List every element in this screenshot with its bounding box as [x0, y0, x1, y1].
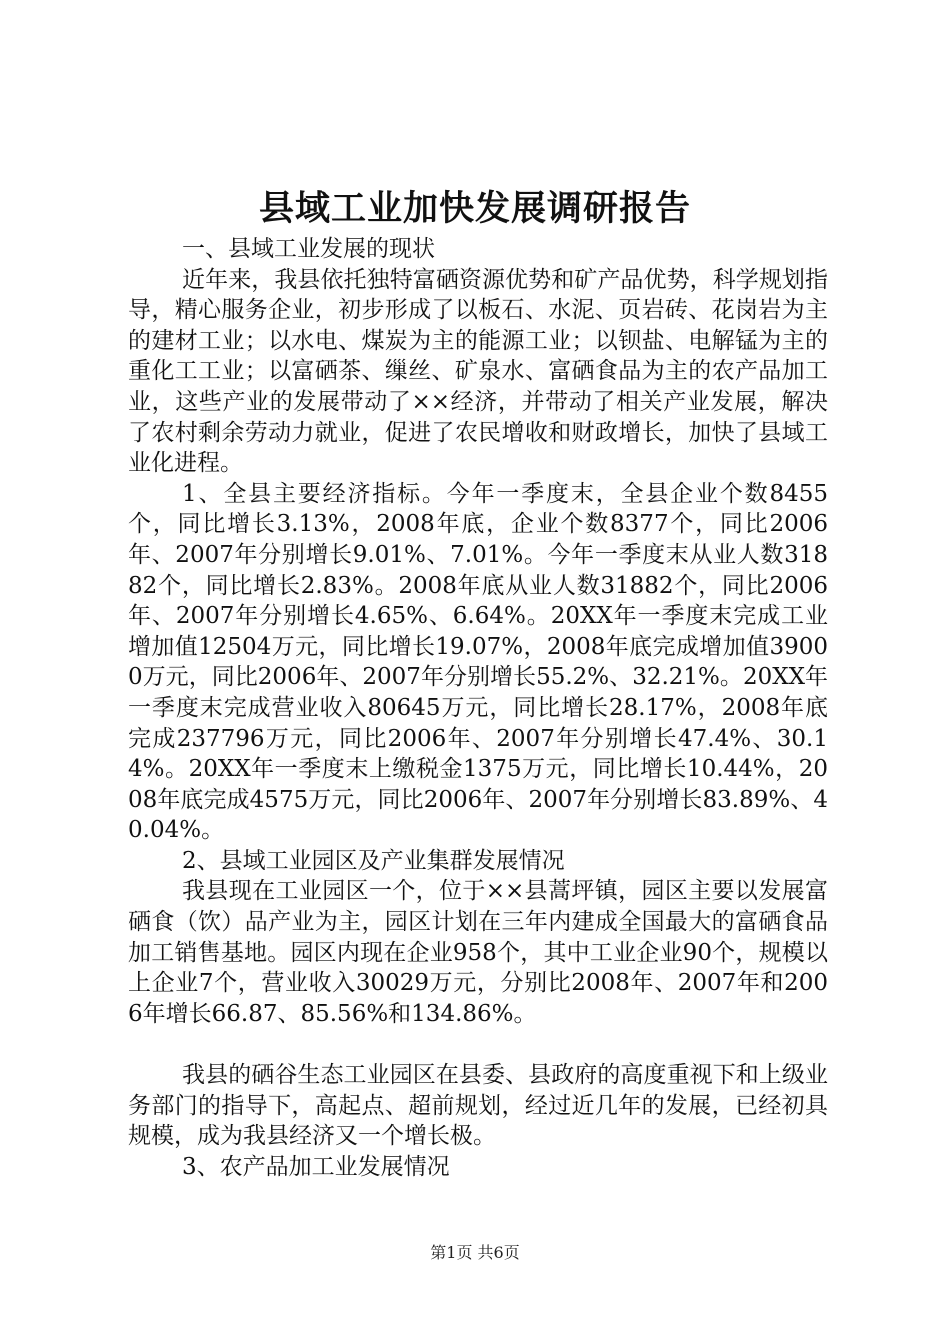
section-heading-status: 一、县域工业发展的现状 [182, 236, 436, 262]
paragraph-spacer [128, 1029, 828, 1060]
paragraph-selenium-park: 我县的硒谷生态工业园区在县委、县政府的高度重视下和上级业务部门的指导下，高起点、超前规划，经过近几年的发展，已经初具规模，成为我县经济又一个增长极。 [128, 1062, 828, 1150]
subheading-industrial-park: 2、县域工业园区及产业集群发展情况 [182, 847, 565, 874]
subheading-agricultural-processing: 3、农产品加工业发展情况 [182, 1153, 450, 1180]
paragraph-economic-indicators: 1、全县主要经济指标。今年一季度末，全县企业个数8455个，同比增长3.13%，2008年底，企业个数8377个，同比2006年、2007年分别增长9.01%、7.01%。今年一季度末从业人数31882个，同比增长2.83%。2008年底从业人数31882个，同比2006年、2007年分别增长4.65%、6.64%。20XX年一季度末完成工业增加值12504万元，同比增长19.07%，2008年底完成增加值39000万元，同比2006年、2007年分别增长55.2%、32.21%。20XX年一季度末完成营业收入80645万元，同比增长28.17%，2008年底完成237796万元，同比2006年、2007年分别增长47.4%、30.14%。20XX年一季度末上缴税金1375万元，同比增长10.44%，2008年底完成4575万元，同比2006年、2007年分别增长83.89%、40.04%。 [128, 480, 828, 844]
paragraph-overview: 近年来，我县依托独特富硒资源优势和矿产品优势，科学规划指导，精心服务企业，初步形成了以板石、水泥、页岩砖、花岗岩为主的建材工业；以水电、煤炭为主的能源工业；以钡盐、电解锰为主的重化工工业；以富硒茶、缫丝、矿泉水、富硒食品为主的农产品加工业，这些产业的发展带动了××经济，并带动了相关产业发展，解决了农村剩余劳动力就业，促进了农民增收和财政增长，加快了县域工业化进程。 [128, 266, 828, 477]
document-body [128, 234, 828, 1182]
document-title: 县域工业加快发展调研报告 [258, 188, 691, 229]
paragraph-industrial-park: 我县现在工业园区一个，位于××县蒿坪镇，园区主要以发展富硒食（饮）品产业为主，园区计划在三年内建成全国最大的富硒食品加工销售基地。园区内现在企业958个，其中工业企业90个，规模以上企业7个，营业收入30029万元，分别比2008年、2007年和2006年增长66.87、85.56%和134.86%。 [128, 878, 828, 1027]
page-number-footer: 第1页 共6页 [430, 1243, 520, 1262]
